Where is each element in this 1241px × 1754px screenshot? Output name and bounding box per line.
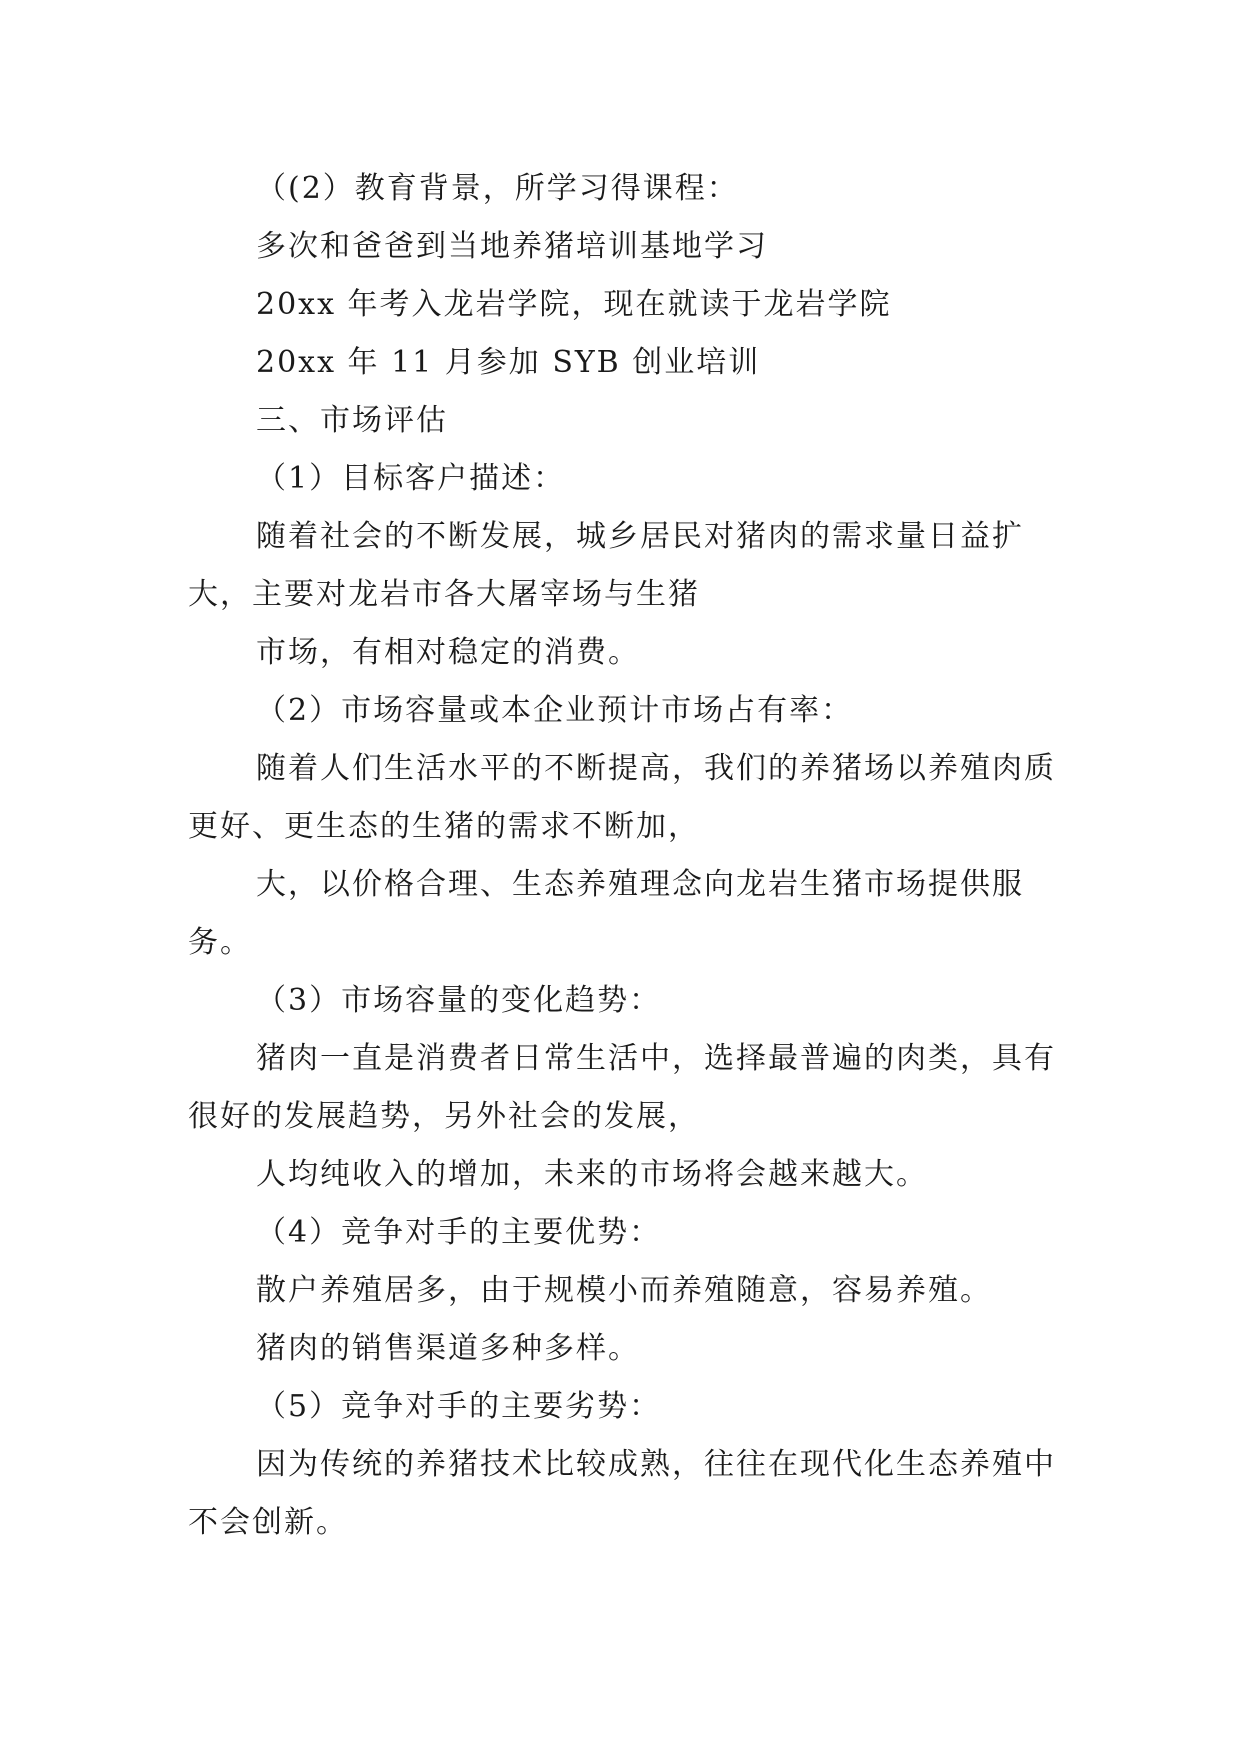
paragraph-market-service: 大，以价格合理、生态养殖理念向龙岩生猪市场提供服务。: [188, 867, 1024, 960]
paragraph-market-capacity: 随着人们生活水平的不断提高，我们的养猪场以养殖肉质更好、更生态的生猪的需求不断加，: [188, 751, 1056, 844]
paragraph-capacity-trend: 猪肉一直是消费者日常生活中，选择最普遍的肉类，具有很好的发展趋势，另外社会的发展，: [188, 1041, 1056, 1134]
section-heading-market-assessment: 三、市场评估: [256, 403, 448, 438]
paragraph-stable-consumption: 市场，有相对稳定的消费。: [256, 635, 640, 670]
paragraph-competitor-strengths: 散户养殖居多，由于规模小而养殖随意，容易养殖。: [256, 1273, 992, 1308]
paragraph-training-base: 多次和爸爸到当地养猪培训基地学习: [256, 229, 768, 264]
paragraph-sales-channels: 猪肉的销售渠道多种多样。: [256, 1331, 640, 1366]
document-body: [188, 160, 1058, 1552]
paragraph-competitor-weaknesses: 因为传统的养猪技术比较成熟，往往在现代化生态养殖中不会创新。: [188, 1447, 1056, 1540]
paragraph-target-customers: 随着社会的不断发展，城乡居民对猪肉的需求量日益扩大，主要对龙岩市各大屠宰场与生猪: [188, 519, 1024, 612]
subheading-market-capacity: （2）市场容量或本企业预计市场占有率：: [256, 693, 854, 728]
subheading-target-customers: （1）目标客户描述：: [256, 461, 566, 496]
paragraph-college-enrollment: 20xx 年考入龙岩学院，现在就读于龙岩学院: [256, 287, 892, 322]
subheading-competitor-weaknesses: （5）竞争对手的主要劣势：: [256, 1389, 662, 1424]
paragraph-syb-training: 20xx 年 11 月参加 SYB 创业培训: [256, 345, 761, 380]
paragraph-income-growth: 人均纯收入的增加，未来的市场将会越来越大。: [256, 1157, 928, 1192]
subheading-capacity-trend: （3）市场容量的变化趋势：: [256, 983, 662, 1018]
subheading-competitor-strengths: （4）竞争对手的主要优势：: [256, 1215, 662, 1250]
paragraph-education-heading: （(2）教育背景，所学习得课程：: [256, 171, 739, 206]
